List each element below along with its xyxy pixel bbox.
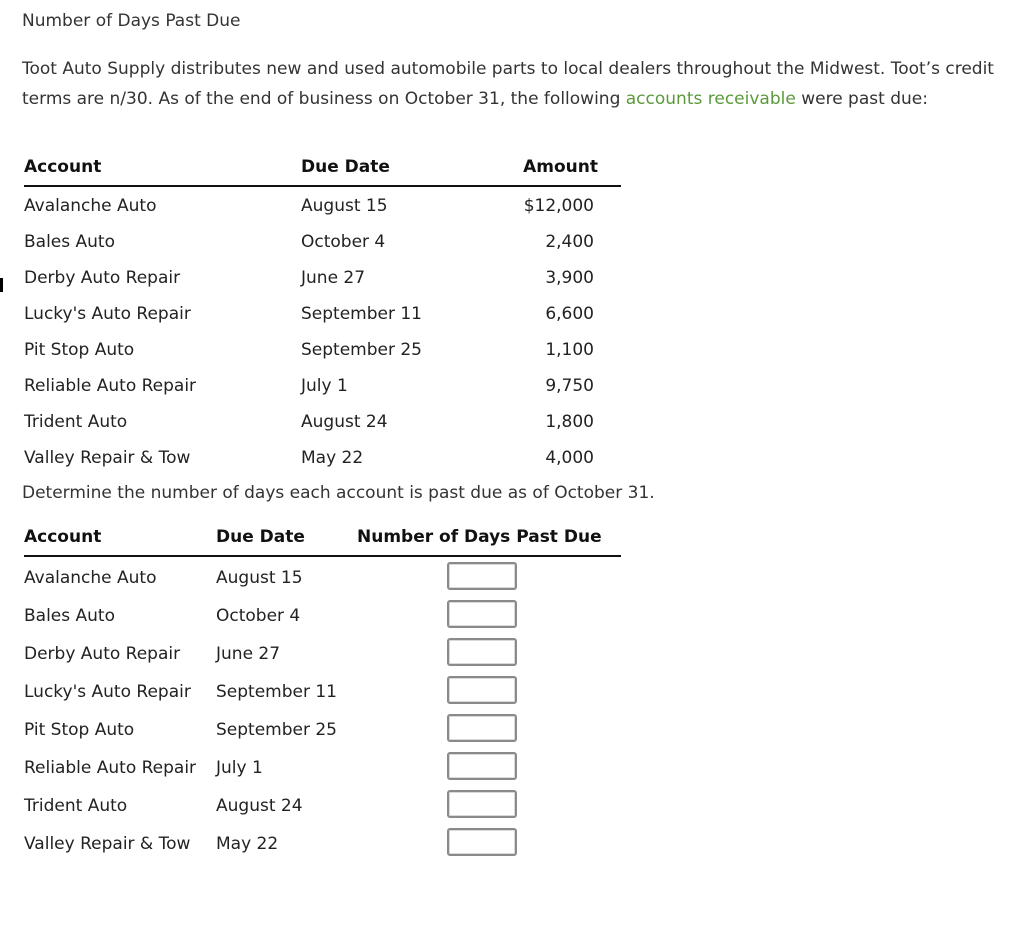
header-due-date: Due Date [216, 527, 305, 547]
days-past-due-input-reliable[interactable] [447, 752, 517, 780]
account-name: Reliable Auto Repair [24, 758, 197, 778]
due-date: October 4 [301, 232, 386, 252]
days-past-due-input-trident[interactable] [447, 790, 517, 818]
account-name: Lucky's Auto Repair [24, 304, 191, 324]
days-past-due-input-bales[interactable] [447, 600, 517, 628]
due-date: July 1 [301, 376, 348, 396]
account-name: Pit Stop Auto [24, 720, 135, 740]
table-row [24, 367, 621, 403]
amount: 1,800 [545, 412, 594, 432]
due-date: July 1 [216, 758, 263, 778]
table-row [24, 259, 621, 295]
account-name: Derby Auto Repair [24, 268, 181, 288]
account-name: Valley Repair & Tow [24, 834, 191, 854]
accounts-receivable-link[interactable]: accounts receivable [625, 89, 796, 109]
due-date: June 27 [301, 268, 366, 288]
days-past-due-input-pit-stop[interactable] [447, 714, 517, 742]
question-title: Number of Days Past Due [22, 11, 241, 31]
receivables-table [24, 152, 621, 475]
days-past-due-input-derby[interactable] [447, 638, 517, 666]
due-date: September 25 [216, 720, 338, 740]
account-name: Pit Stop Auto [24, 340, 135, 360]
due-date: August 24 [216, 796, 303, 816]
table-row [24, 187, 621, 223]
problem-statement [22, 54, 1007, 114]
account-name: Lucky's Auto Repair [24, 682, 191, 702]
amount: 9,750 [545, 376, 594, 396]
due-date: August 15 [216, 568, 303, 588]
account-name: Avalanche Auto [24, 196, 157, 216]
amount: 1,100 [545, 340, 594, 360]
header-due-date: Due Date [301, 157, 390, 177]
amount: 2,400 [545, 232, 594, 252]
amount: 4,000 [545, 448, 594, 468]
instruction-text: Determine the number of days each account is past due as of October 31. [22, 483, 655, 503]
days-past-due-input-lucky[interactable] [447, 676, 517, 704]
table-row [24, 439, 621, 475]
table-row [24, 671, 621, 709]
left-edge-marker [0, 278, 3, 292]
due-date: September 25 [301, 340, 423, 360]
header-account: Account [24, 157, 102, 177]
due-date: October 4 [216, 606, 301, 626]
amount: 6,600 [545, 304, 594, 324]
account-name: Bales Auto [24, 232, 115, 252]
account-name: Avalanche Auto [24, 568, 157, 588]
table-row [24, 403, 621, 439]
days-past-due-input-valley[interactable] [447, 828, 517, 856]
amount: $12,000 [523, 196, 594, 216]
due-date: May 22 [216, 834, 279, 854]
table-row [24, 709, 621, 747]
table-row [24, 595, 621, 633]
account-name: Bales Auto [24, 606, 115, 626]
account-name: Reliable Auto Repair [24, 376, 197, 396]
table-row [24, 223, 621, 259]
account-name: Trident Auto [24, 796, 128, 816]
table-row [24, 295, 621, 331]
due-date: September 11 [301, 304, 423, 324]
due-date: September 11 [216, 682, 338, 702]
table-row [24, 557, 621, 595]
table-row [24, 331, 621, 367]
account-name: Valley Repair & Tow [24, 448, 191, 468]
header-amount: Amount [523, 157, 598, 177]
days-past-due-table [24, 522, 621, 861]
header-days-past-due: Number of Days Past Due [357, 527, 602, 547]
receivables-header-row [24, 152, 621, 187]
intro-text-before: Toot Auto Supply distributes new and used automobile parts to local dealers throughout the Midwest. Toot’s credit terms are n/30. As of the end of business on October 31, the following [22, 59, 994, 109]
table-row [24, 747, 621, 785]
amount: 3,900 [545, 268, 594, 288]
account-name: Trident Auto [24, 412, 128, 432]
answer-header-row [24, 522, 621, 557]
due-date: August 24 [301, 412, 388, 432]
table-row [24, 785, 621, 823]
intro-text-after: were past due: [795, 89, 928, 109]
due-date: May 22 [301, 448, 364, 468]
table-row [24, 823, 621, 861]
due-date: August 15 [301, 196, 388, 216]
table-row [24, 633, 621, 671]
due-date: June 27 [216, 644, 281, 664]
days-past-due-input-avalanche[interactable] [447, 562, 517, 590]
header-account: Account [24, 527, 102, 547]
account-name: Derby Auto Repair [24, 644, 181, 664]
